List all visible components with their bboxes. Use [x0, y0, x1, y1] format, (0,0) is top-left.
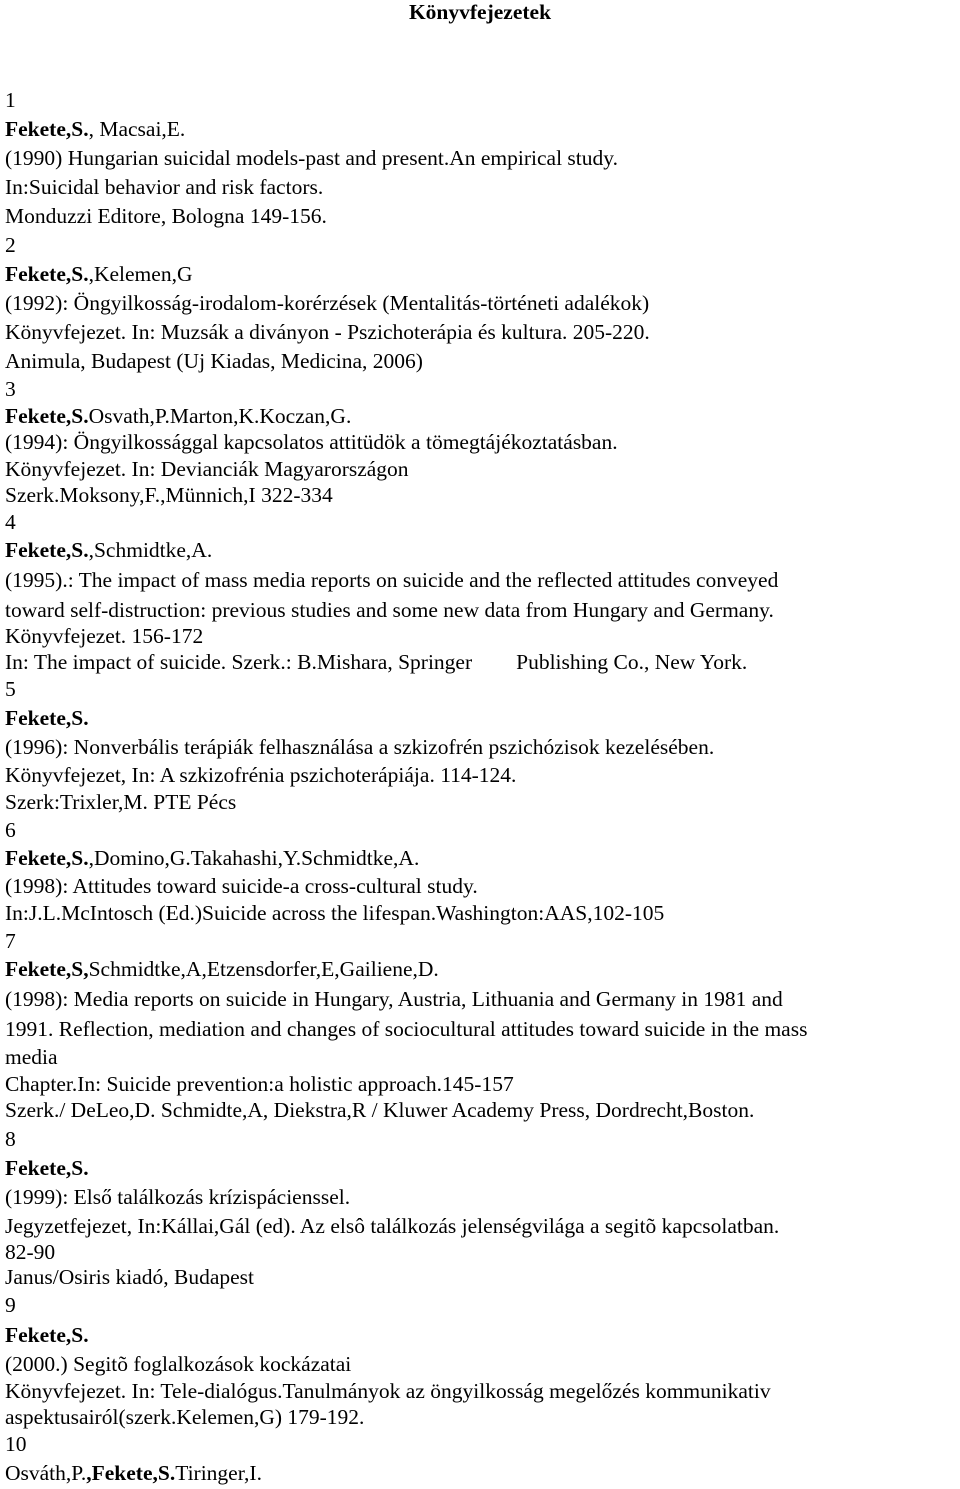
entry-line: aspektusairól(szerk.Kelemen,G) 179-192.: [5, 1405, 365, 1429]
author-rest: , Macsai,E.: [88, 117, 186, 141]
entry-number: 1: [5, 88, 16, 112]
entry-line: Szerk./ DeLeo,D. Schmidte,A, Diekstra,R / Kluwer Academy Press, Dordrecht,Boston.: [5, 1098, 755, 1122]
entry-line: (1992): Öngyilkosság-irodalom-korérzések (Mentalitás-történeti adalékok): [5, 291, 650, 315]
entry-number: 2: [5, 233, 16, 257]
entry-line: Szerk.Moksony,F.,Münnich,I 322-334: [5, 483, 333, 507]
author-bold: Fekete,S.: [5, 262, 89, 286]
entry-line: Könyvfejezet. In: Tele-dialógus.Tanulmányok az öngyilkosság megelőzés kommunikativ: [5, 1379, 771, 1403]
author-rest: ,Domino,G.Takahashi,Y.Schmidtke,A.: [88, 846, 420, 870]
entry-number: 5: [5, 677, 16, 701]
entry-line-part: In: The impact of suicide. Szerk.: B.Mishara, Springer: [5, 650, 473, 674]
author-rest: Osvath,P.Marton,K.Koczan,G.: [88, 404, 352, 428]
entry-authors: [5, 957, 439, 981]
entry-line: (1998): Attitudes toward suicide-a cross-cultural study.: [5, 874, 478, 898]
author-bold: ,Fekete,S.: [86, 1461, 176, 1485]
entry-line: Janus/Osiris kiadó, Budapest: [5, 1265, 255, 1289]
author-bold: Fekete,S.: [5, 1323, 89, 1347]
entry-line: (1998): Media reports on suicide in Hungary, Austria, Lithuania and Germany in 1981 and: [5, 987, 783, 1011]
author-rest: ,Kelemen,G: [88, 262, 193, 286]
entry-number: 3: [5, 377, 16, 401]
entry-line: [5, 650, 747, 674]
entry-line-part: Publishing Co., New York.: [516, 650, 748, 674]
entry-line: Könyvfejezet. In: Muzsák a diványon - Pszichoterápia és kultura. 205-220.: [5, 320, 650, 344]
entry-number: 6: [5, 818, 16, 842]
entry-line: (1994): Öngyilkossággal kapcsolatos attitüdök a tömegtájékoztatásban.: [5, 430, 618, 454]
entry-authors: [5, 1461, 262, 1485]
entry-line: In:J.L.McIntosch (Ed.)Suicide across the lifespan.Washington:AAS,102-105: [5, 901, 665, 925]
entry-authors: [5, 846, 419, 870]
entry-line: media: [5, 1045, 58, 1069]
entry-number: 4: [5, 510, 16, 534]
author-bold: Fekete,S.: [5, 1156, 89, 1180]
author-rest: ,Schmidtke,A.: [88, 538, 213, 562]
page-title: Könyvfejezetek: [408, 0, 552, 24]
entry-authors: [5, 262, 192, 286]
author-bold: Fekete,S.: [5, 117, 89, 141]
author-bold: Fekete,S.: [5, 538, 89, 562]
entry-authors: [5, 1323, 89, 1347]
entry-line: Könyvfejezet. In: Devianciák Magyarországon: [5, 457, 409, 481]
entry-authors: [5, 404, 351, 428]
entry-line: Monduzzi Editore, Bologna 149-156.: [5, 204, 327, 228]
entry-line: toward self-distruction: previous studies and some new data from Hungary and Germany.: [5, 598, 774, 622]
author-bold: Fekete,S,: [5, 957, 89, 981]
entry-line: Jegyzetfejezet, In:Kállai,Gál (ed). Az elsô találkozás jelenségvilága a segitõ kapcsolatban.: [5, 1214, 780, 1238]
entry-line: 82-90: [5, 1240, 56, 1264]
entry-number: 7: [5, 929, 16, 953]
author-rest: Tiringer,I.: [175, 1461, 262, 1485]
entry-line: Szerk:Trixler,M. PTE Pécs: [5, 790, 237, 814]
entry-authors: [5, 117, 185, 141]
entry-line: (1990) Hungarian suicidal models-past and present.An empirical study.: [5, 146, 618, 170]
entry-line: Animula, Budapest (Uj Kiadas, Medicina, 2006): [5, 349, 423, 373]
entry-number: 9: [5, 1293, 16, 1317]
author-bold: Fekete,S.: [5, 404, 89, 428]
entry-line: Könyvfejezet. 156-172: [5, 624, 204, 648]
entry-authors: [5, 706, 89, 730]
author-rest: Schmidtke,A,Etzensdorfer,E,Gailiene,D.: [88, 957, 439, 981]
entry-line: (1995).: The impact of mass media reports on suicide and the reflected attitudes conveyed: [5, 568, 779, 592]
entry-authors: [5, 538, 212, 562]
entry-line: (1999): Első találkozás krízispácienssel.: [5, 1185, 351, 1209]
entry-line: (2000.) Segitõ foglalkozások kockázatai: [5, 1352, 352, 1376]
entry-number: 8: [5, 1127, 16, 1151]
entry-line: 1991. Reflection, mediation and changes of sociocultural attitudes toward suicide in the mass: [5, 1017, 808, 1041]
entry-number: 10: [5, 1432, 27, 1456]
entry-line: Chapter.In: Suicide prevention:a holistic approach.145-157: [5, 1072, 514, 1096]
entry-line: Könyvfejezet, In: A szkizofrénia pszichoterápiája. 114-124.: [5, 763, 517, 787]
entry-line: (1996): Nonverbális terápiák felhasználása a szkizofrén pszichózisok kezelésében.: [5, 735, 715, 759]
author-bold: Fekete,S.: [5, 846, 89, 870]
entry-line: In:Suicidal behavior and risk factors.: [5, 175, 324, 199]
entry-authors: [5, 1156, 89, 1180]
author-bold: Fekete,S.: [5, 706, 89, 730]
author-pre: Osváth,P.: [5, 1461, 87, 1485]
